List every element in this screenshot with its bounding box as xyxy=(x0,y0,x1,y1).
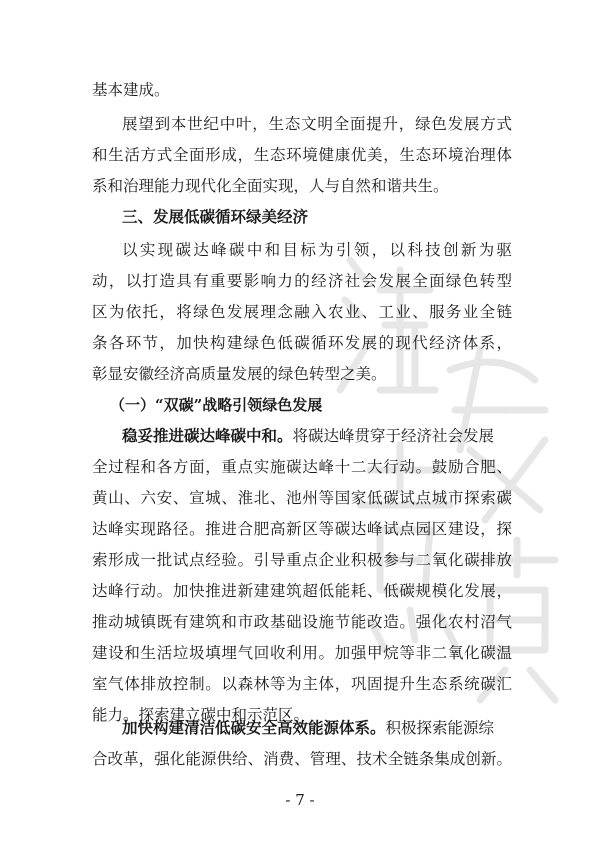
page-number: - 7 - xyxy=(285,791,315,809)
text-line: 和生活方式全面形成，生态环境健康优美，生态环境治理体 xyxy=(92,146,512,164)
text-line: 以实现碳达峰碳中和目标为引领，以科技创新为驱 xyxy=(122,241,512,259)
paragraph-text: 将碳达峰贯穿于经济社会发展 xyxy=(292,427,495,445)
text-line: 全过程和各方面，重点实施碳达峰十二大行动。鼓励合肥、 xyxy=(92,458,512,476)
text-line: 合改革，强化能源供给、消费、管理、技术全链条集成创新。 xyxy=(92,750,512,768)
text-line: 索形成一批试点经验。引导重点企业积极参与二氧化碳排放 xyxy=(92,551,512,569)
text-line: 达峰实现路径。推进合肥高新区等碳达峰试点园区建设，探 xyxy=(92,520,512,538)
section-heading: 三、发展低碳循环绿美经济 xyxy=(122,208,309,226)
text-line: 达峰行动。加快推进新建建筑超低能耗、低碳规模化发展， xyxy=(92,582,512,600)
text-line: 条各环节，加快构建绿色低碳循环发展的现代经济体系， xyxy=(92,334,512,352)
paragraph-lead: 加快构建清洁低碳安全高效能源体系。 xyxy=(122,718,386,737)
text-line: 推动城镇既有建筑和市政基础设施节能改造。强化农村沼气 xyxy=(92,613,512,631)
text-line xyxy=(122,718,512,738)
text-line: 基本建成。 xyxy=(92,81,170,99)
text-line: 建设和生活垃圾填埋气回收利用。加强甲烷等非二氧化碳温 xyxy=(92,644,512,662)
text-line: 系和治理能力现代化全面实现，人与自然和谐共生。 xyxy=(92,177,449,195)
text-line: 彰显安徽经济高质量发展的绿色转型之美。 xyxy=(92,365,387,383)
text-line: 区为依托，将绿色发展理念融入农业、工业、服务业全链 xyxy=(92,303,512,321)
text-line: 黄山、六安、宣城、淮北、池州等国家低碳试点城市探索碳 xyxy=(92,489,512,507)
subsection-heading: （一）“双碳”战略引领绿色发展 xyxy=(110,396,323,414)
text-line xyxy=(122,426,512,446)
text-line: 室气体排放控制。以森林等为主体，巩固提升生态系统碳汇 xyxy=(92,675,512,693)
text-line: 展望到本世纪中叶，生态文明全面提升，绿色发展方式 xyxy=(122,115,512,133)
text-line: 能力。探索建立碳中和示范区。 xyxy=(92,706,310,724)
paragraph-text: 积极探索能源综 xyxy=(385,719,495,737)
text-line: 动，以打造具有重要影响力的经济社会发展全面绿色转型 xyxy=(92,272,512,290)
paragraph-lead: 稳妥推进碳达峰碳中和。 xyxy=(122,426,293,445)
